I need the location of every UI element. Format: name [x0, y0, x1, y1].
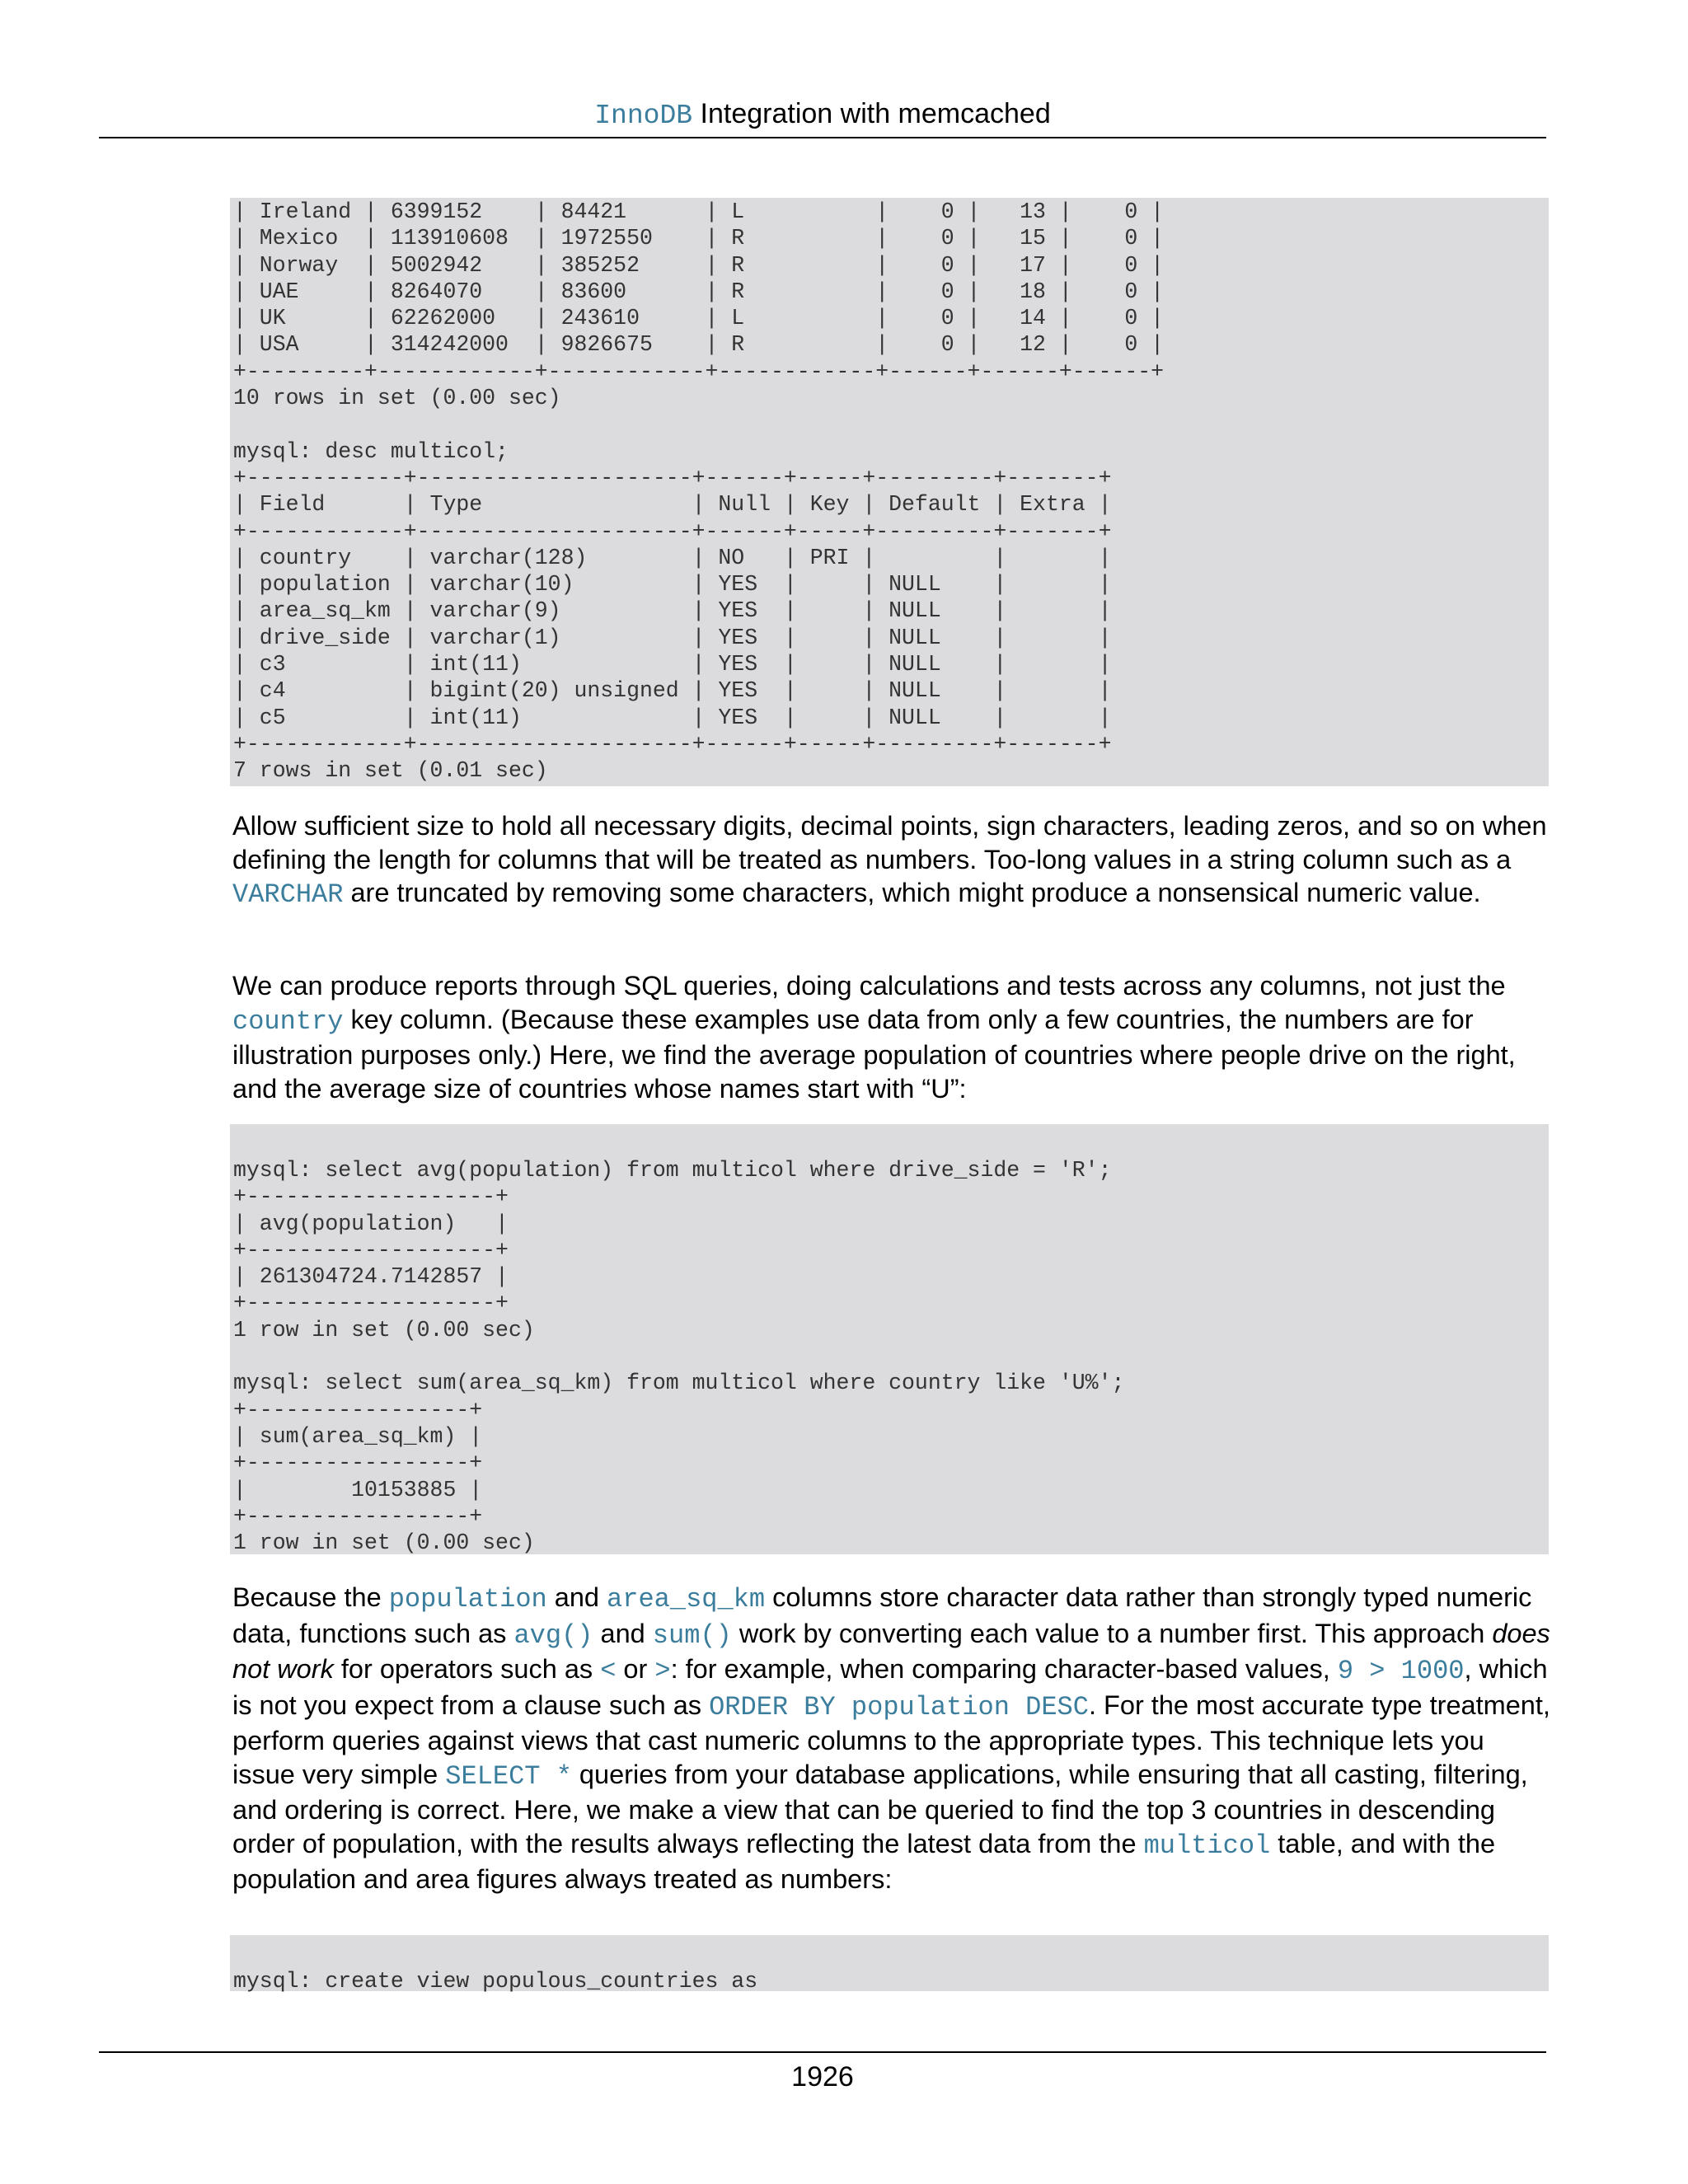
code-text: | Ireland | 6399152 | 84421 | L | 0 | 13 | 0 | | Mexico | 113910608 | 1972550 | R | 0 | 15 | 0 | | Norway | 5002942 | 385252 | R | 0 | 17 | 0 | | UAE | 8264070 | 83600 | R | 0 | 18 | 0 | | UK | 62262000 | 243610 | L | 0 | 14 | 0 | | USA | 314242000 | 9826675 | R | 0 | 12 | 0 | +---------+------------+------------+------------+------+------+------+ 10 rows in set (0.00 sec) mysql: desc multicol; +------------+---------------------+------+-----+---------+-------+ | Field | Type | Null | Key | Default | Extra | +------------+---------------------+------+-----+---------+-------+ | country | varchar(128) | NO | PRI | | | | population | varchar(10) | YES | | NULL | | | area_sq_km | varchar(9) | YES | | NULL | | | drive_side | varchar(1) | YES | | NULL | | | c3 | int(11) | YES | | NULL | | | c4 | bigint(20) unsigned | YES | | NULL | | | c5 | int(11) | YES | | NULL | | +------------+---------------------+------+-----+---------+-------+ 7 rows in set (0.01 sec) — [233, 199, 1165, 784]
code-block-query-results — [230, 198, 1549, 786]
inline-code-less-than: < — [600, 1656, 617, 1686]
code-text: mysql: create view populous_countries as — [233, 1969, 758, 1994]
inline-code-select-star: SELECT * — [445, 1760, 572, 1792]
inline-code-country: country — [232, 1005, 344, 1037]
header-rule — [99, 137, 1546, 138]
code-text: mysql: select avg(population) from multicol where drive_side = 'R'; +-------------------+ | avg(population) | +-------------------+ | 261304724.7142857 | +-------------------+ 1 row in set (0.00 sec) mysql: select sum(area_sq_km) from multicol where country like 'U%'; +-----------------+ | sum(area_sq_km) | +-----------------+ | 10153885 | +-----------------+ 1 row in set (0.00 sec) — [233, 1158, 1125, 1556]
header-code-term: InnoDB — [594, 101, 693, 131]
page-number: 1926 — [791, 2061, 854, 2093]
emphasis-does-not-work: does not work — [232, 1618, 1550, 1684]
header-title: Integration with memcached — [692, 98, 1051, 129]
paragraph-reports: We can produce reports through SQL queries, doing calculations and tests across any columns, not just the country key column. (Because these examples use data from only a few countries, the numbers are for illustration purposes only.) Here, we find the average population of countries where people drive on the right, and the average size of countries whose names start with “U”: — [232, 971, 1516, 1104]
inline-code-population: population — [388, 1584, 547, 1615]
paragraph-type-treatment: Because the population and area_sq_km columns store character data rather than strongly typed numeric data, functions such as avg() and sum() work by converting each value to a number first. This approach does not work for operators such as < or >: for example, when comparing character-based values, 9 > 1000, which is not you expect from a clause such as ORDER BY population DESC. For the most accurate type treatment, perform queries against views that cast numeric columns to the appropriate types. This technique lets you issue very simple SELECT * queries from your database applications, while ensuring that all casting, filtering, and ordering is correct. Here, we make a view that can be queried to find the top 3 countries in descending order of population, with the results always reflecting the latest data from the multicol table, and with the population and area figures always treated as numbers: — [232, 1582, 1550, 1894]
inline-code-avg: avg() — [513, 1619, 593, 1651]
inline-code-sum: sum() — [652, 1619, 732, 1651]
inline-code-greater-than: > — [654, 1656, 671, 1686]
paragraph-column-length: Allow sufficient size to hold all necessary digits, decimal points, sign characters, leading zeros, and so on when defining the length for columns that will be treated as numbers. Too-long values in a string column such as a VARCHAR are truncated by removing some characters, which might produce a nonsensical numeric value. — [232, 811, 1547, 910]
inline-code-area-sq-km: area_sq_km — [607, 1584, 766, 1615]
inline-code-varchar: VARCHAR — [232, 879, 344, 910]
code-block-aggregate-queries — [230, 1124, 1549, 1554]
inline-code-order-by: ORDER BY population DESC — [709, 1691, 1089, 1722]
code-block-create-view — [230, 1935, 1549, 1994]
inline-code-comparison: 9 > 1000 — [1337, 1656, 1465, 1686]
page-header — [99, 96, 1546, 134]
footer-rule — [99, 2051, 1546, 2053]
inline-code-multicol: multicol — [1143, 1830, 1271, 1861]
